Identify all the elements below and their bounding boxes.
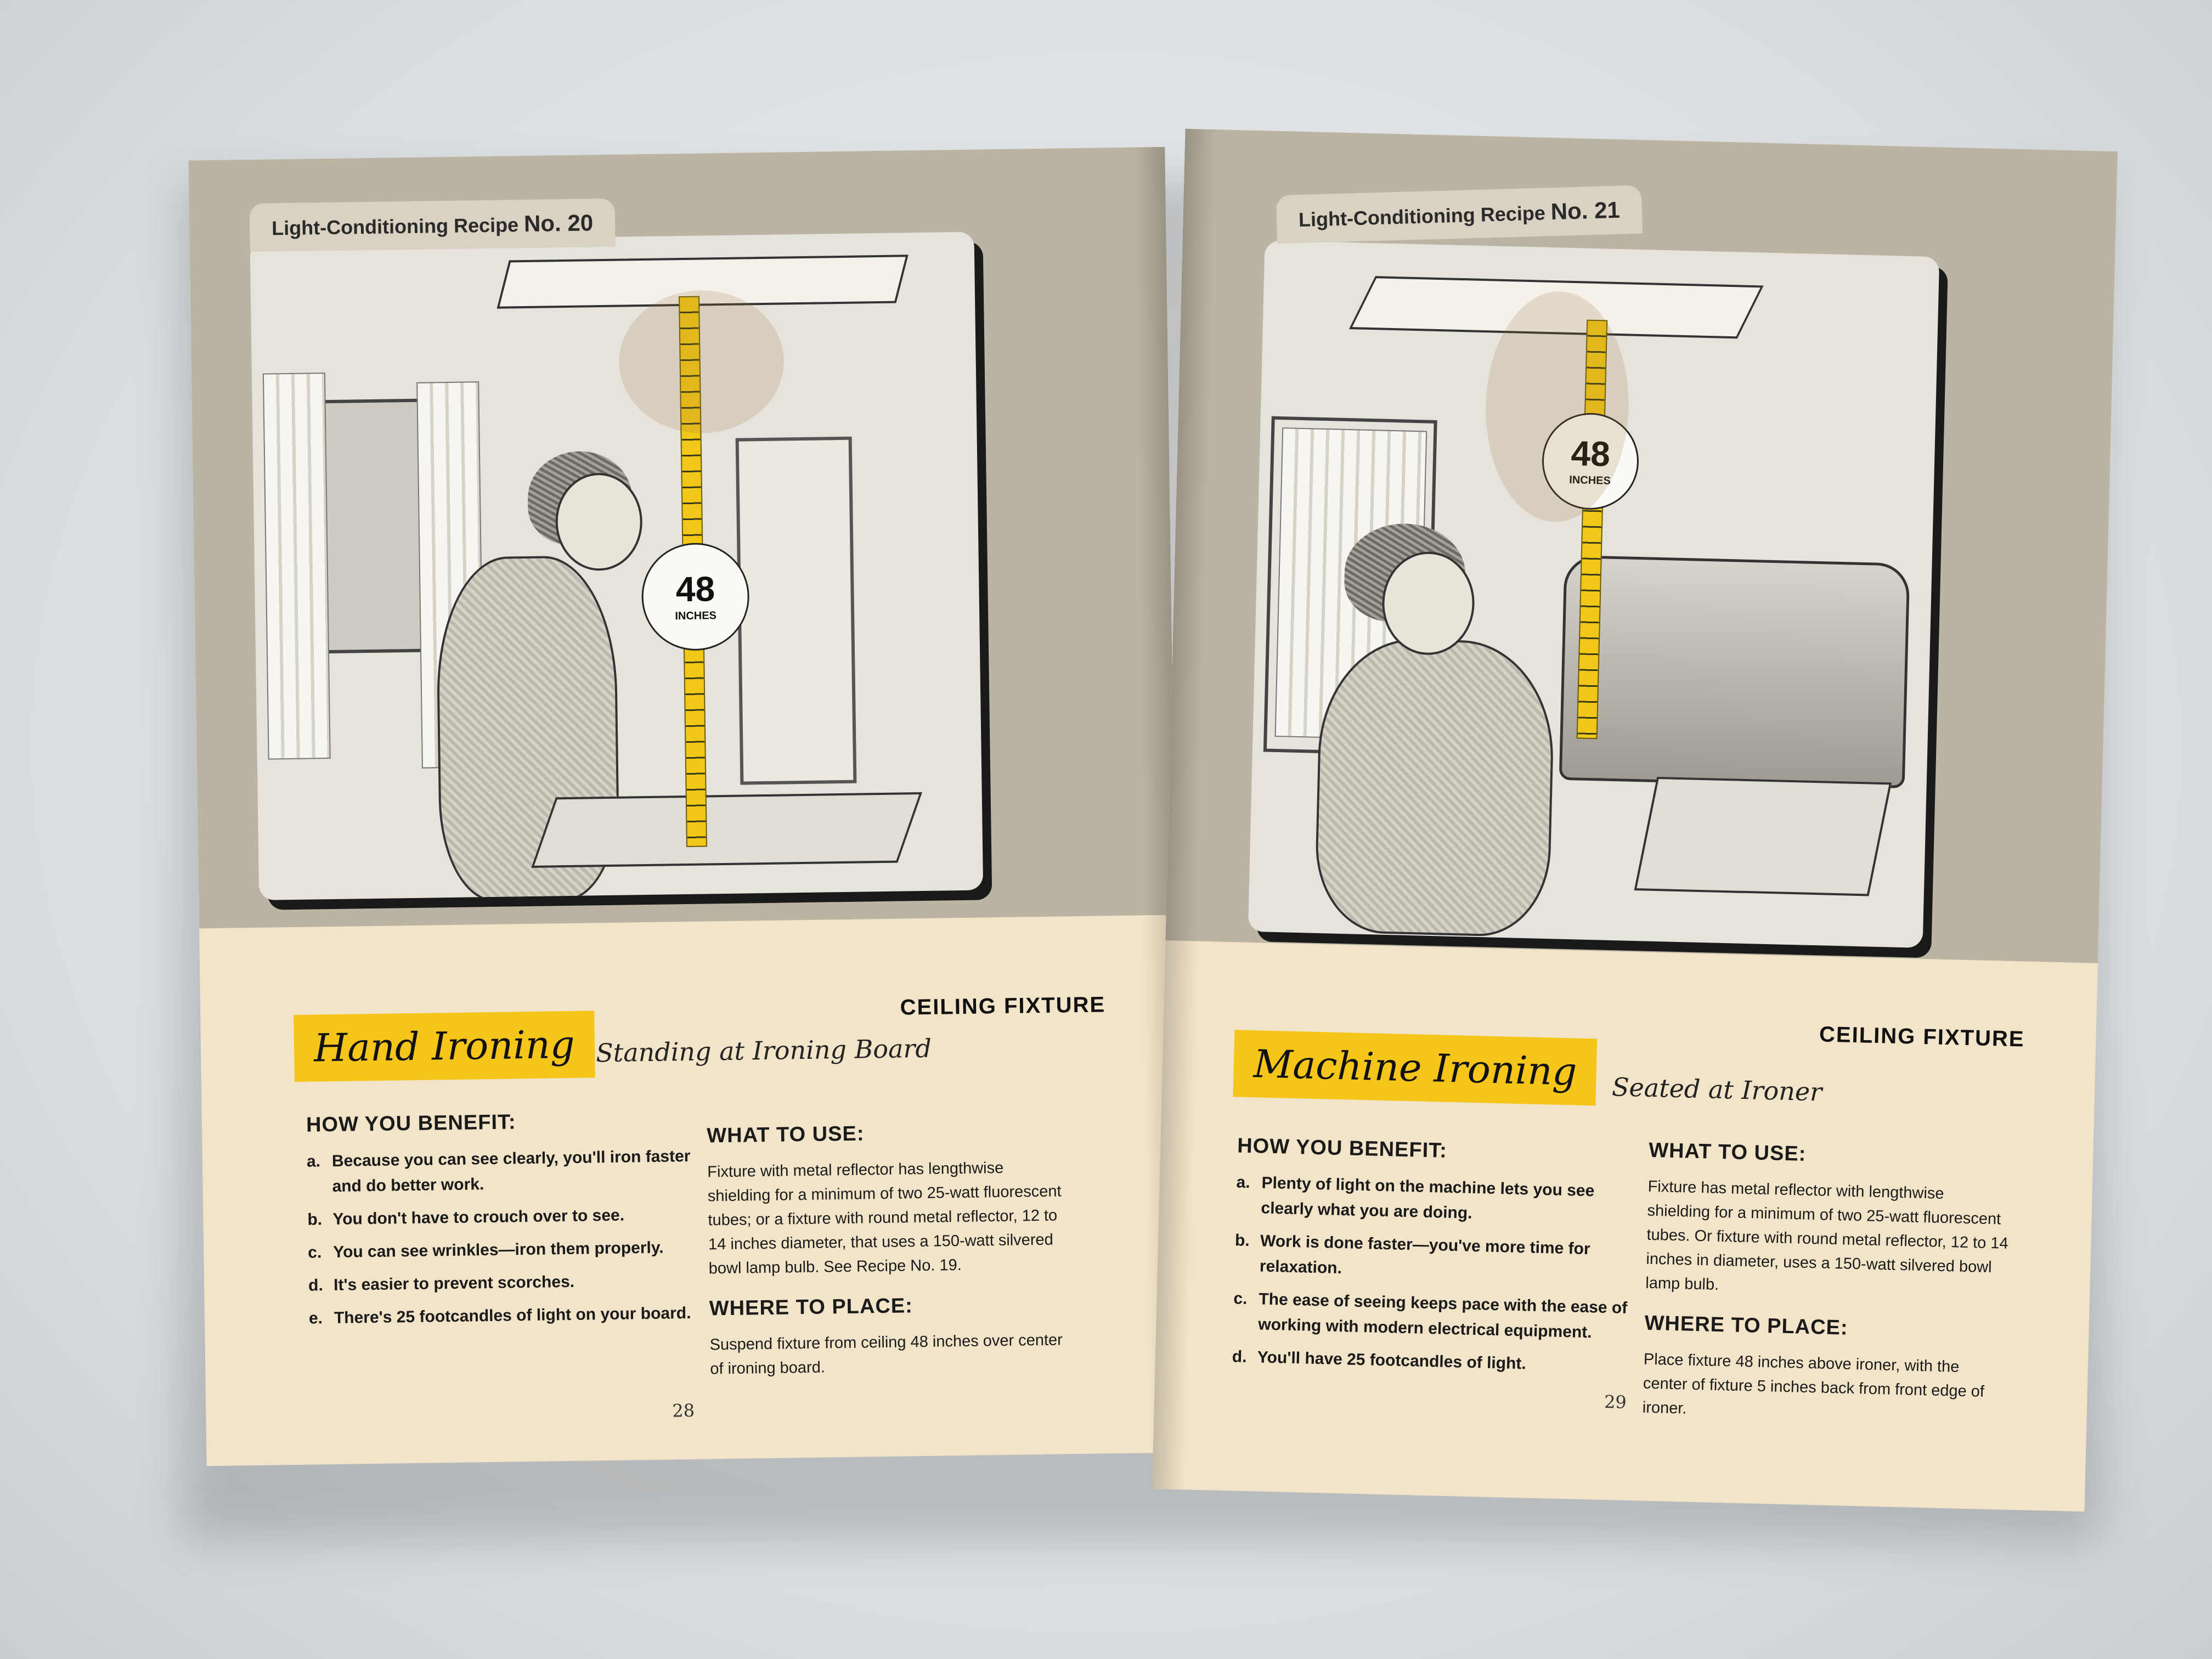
item-text: Because you can see clearly, you'll iron faster and do better work. (331, 1147, 691, 1196)
measurement-unit: INCHES (1569, 473, 1611, 487)
what-to-use-text: Fixture has metal reflector with lengthwise shielding for a minimum of two 25-watt fluorescent tubes. Or fixture with round metal reflector, 12 to 14 inches in diameter, uses a 150-watt silvered bowl lamp bulb. (1645, 1177, 2009, 1294)
door-drawing (736, 437, 857, 785)
left-page (188, 147, 1183, 1466)
measurement-badge (641, 542, 750, 651)
usage-column (707, 1119, 1073, 1397)
head-drawing (555, 472, 643, 571)
ironing-board-drawing (531, 792, 922, 868)
what-to-use-heading: WHAT TO USE: (707, 1122, 865, 1148)
list-item (308, 1235, 709, 1266)
item-letter: a. (1236, 1173, 1251, 1192)
title-tab (294, 1011, 595, 1082)
where-to-place-heading: WHERE TO PLACE: (709, 1294, 913, 1321)
fixture-type-label: CEILING FIXTURE (900, 992, 1106, 1020)
what-to-use-text: Fixture with metal reflector has lengthwise shielding for a minimum of two 25-watt fluorescent tubes; or a fixture with round metal reflector, 12 to 14 inches diameter, that uses a 150-watt silvered bowl lamp bulb. See Recipe No. 19. (707, 1159, 1062, 1278)
measurement-value: 48 (675, 568, 715, 609)
item-text: There's 25 footcandles of light on your board. (334, 1304, 691, 1328)
page-number: 29 (1604, 1391, 1627, 1413)
item-letter: d. (308, 1276, 324, 1295)
item-letter: d. (1232, 1347, 1247, 1367)
hand-ironing-illustration (250, 232, 984, 900)
item-letter: a. (306, 1152, 321, 1171)
what-to-use-heading: WHAT TO USE: (1648, 1138, 1807, 1166)
woman-figure-drawing (1314, 637, 1556, 938)
page-title: Machine Ironing (1252, 1041, 1578, 1094)
item-letter: c. (1233, 1289, 1248, 1308)
item-text: It's easier to prevent scorches. (333, 1272, 575, 1295)
benefits-heading: HOW YOU BENEFIT: (1237, 1134, 1448, 1163)
recipe-prefix: Light-Conditioning Recipe (271, 213, 519, 240)
item-letter: b. (307, 1210, 323, 1229)
list-item (308, 1267, 709, 1298)
list-item (1234, 1228, 1635, 1288)
benefits-column (306, 1108, 710, 1339)
item-text: You can see wrinkles—iron them properly. (333, 1238, 664, 1262)
item-text: You'll have 25 footcandles of light. (1257, 1348, 1527, 1373)
item-text: Plenty of light on the machine lets you see clearly what you are doing. (1261, 1173, 1595, 1222)
recipe-tab (250, 199, 616, 252)
list-item (307, 1202, 708, 1233)
list-item (1233, 1286, 1634, 1346)
where-to-place-text: Place fixture 48 inches above ironer, with the center of fixture 5 inches back from front edge of ironer. (1642, 1350, 1985, 1418)
list-item (307, 1144, 708, 1200)
recipe-number: No. 21 (1550, 196, 1621, 225)
list-item (1235, 1170, 1637, 1230)
where-to-place-text: Suspend fixture from ceiling 48 inches over center of ironing board. (709, 1331, 1063, 1378)
item-text: You don't have to crouch over to see. (332, 1206, 625, 1229)
page-subtitle: Seated at Ironer (1611, 1072, 1822, 1107)
window-drawing (313, 398, 432, 653)
fixture-type-label: CEILING FIXTURE (1819, 1022, 2025, 1052)
curtain-left-drawing (263, 373, 331, 760)
benefits-heading: HOW YOU BENEFIT: (306, 1110, 516, 1137)
measurement-unit: INCHES (675, 609, 717, 622)
recipe-number: No. 20 (523, 210, 594, 237)
item-text: The ease of seeing keeps pace with the ease of working with modern electrical equipment. (1257, 1290, 1628, 1342)
usage-column (1642, 1139, 2011, 1445)
page-number: 28 (672, 1400, 695, 1421)
measurement-value: 48 (1570, 433, 1611, 474)
where-to-place-heading: WHERE TO PLACE: (1644, 1311, 1849, 1340)
recipe-prefix: Light-Conditioning Recipe (1298, 201, 1546, 232)
list-item (309, 1300, 710, 1331)
ironer-machine-drawing (1559, 555, 1910, 788)
right-page (1152, 129, 2118, 1512)
item-text: Work is done faster—you've more time for relaxation. (1259, 1232, 1591, 1278)
item-letter: b. (1234, 1231, 1250, 1250)
benefits-column (1232, 1134, 1638, 1387)
recipe-tab (1276, 185, 1643, 244)
ironer-table-drawing (1634, 777, 1892, 896)
list-item (1232, 1344, 1633, 1379)
item-letter: e. (308, 1309, 323, 1328)
title-tab (1233, 1030, 1597, 1105)
item-letter: c. (308, 1243, 322, 1262)
page-title: Hand Ironing (313, 1022, 575, 1071)
benefits-list (1232, 1170, 1637, 1379)
page-subtitle: Standing at Ironing Board (595, 1033, 932, 1068)
benefits-list (307, 1144, 710, 1331)
